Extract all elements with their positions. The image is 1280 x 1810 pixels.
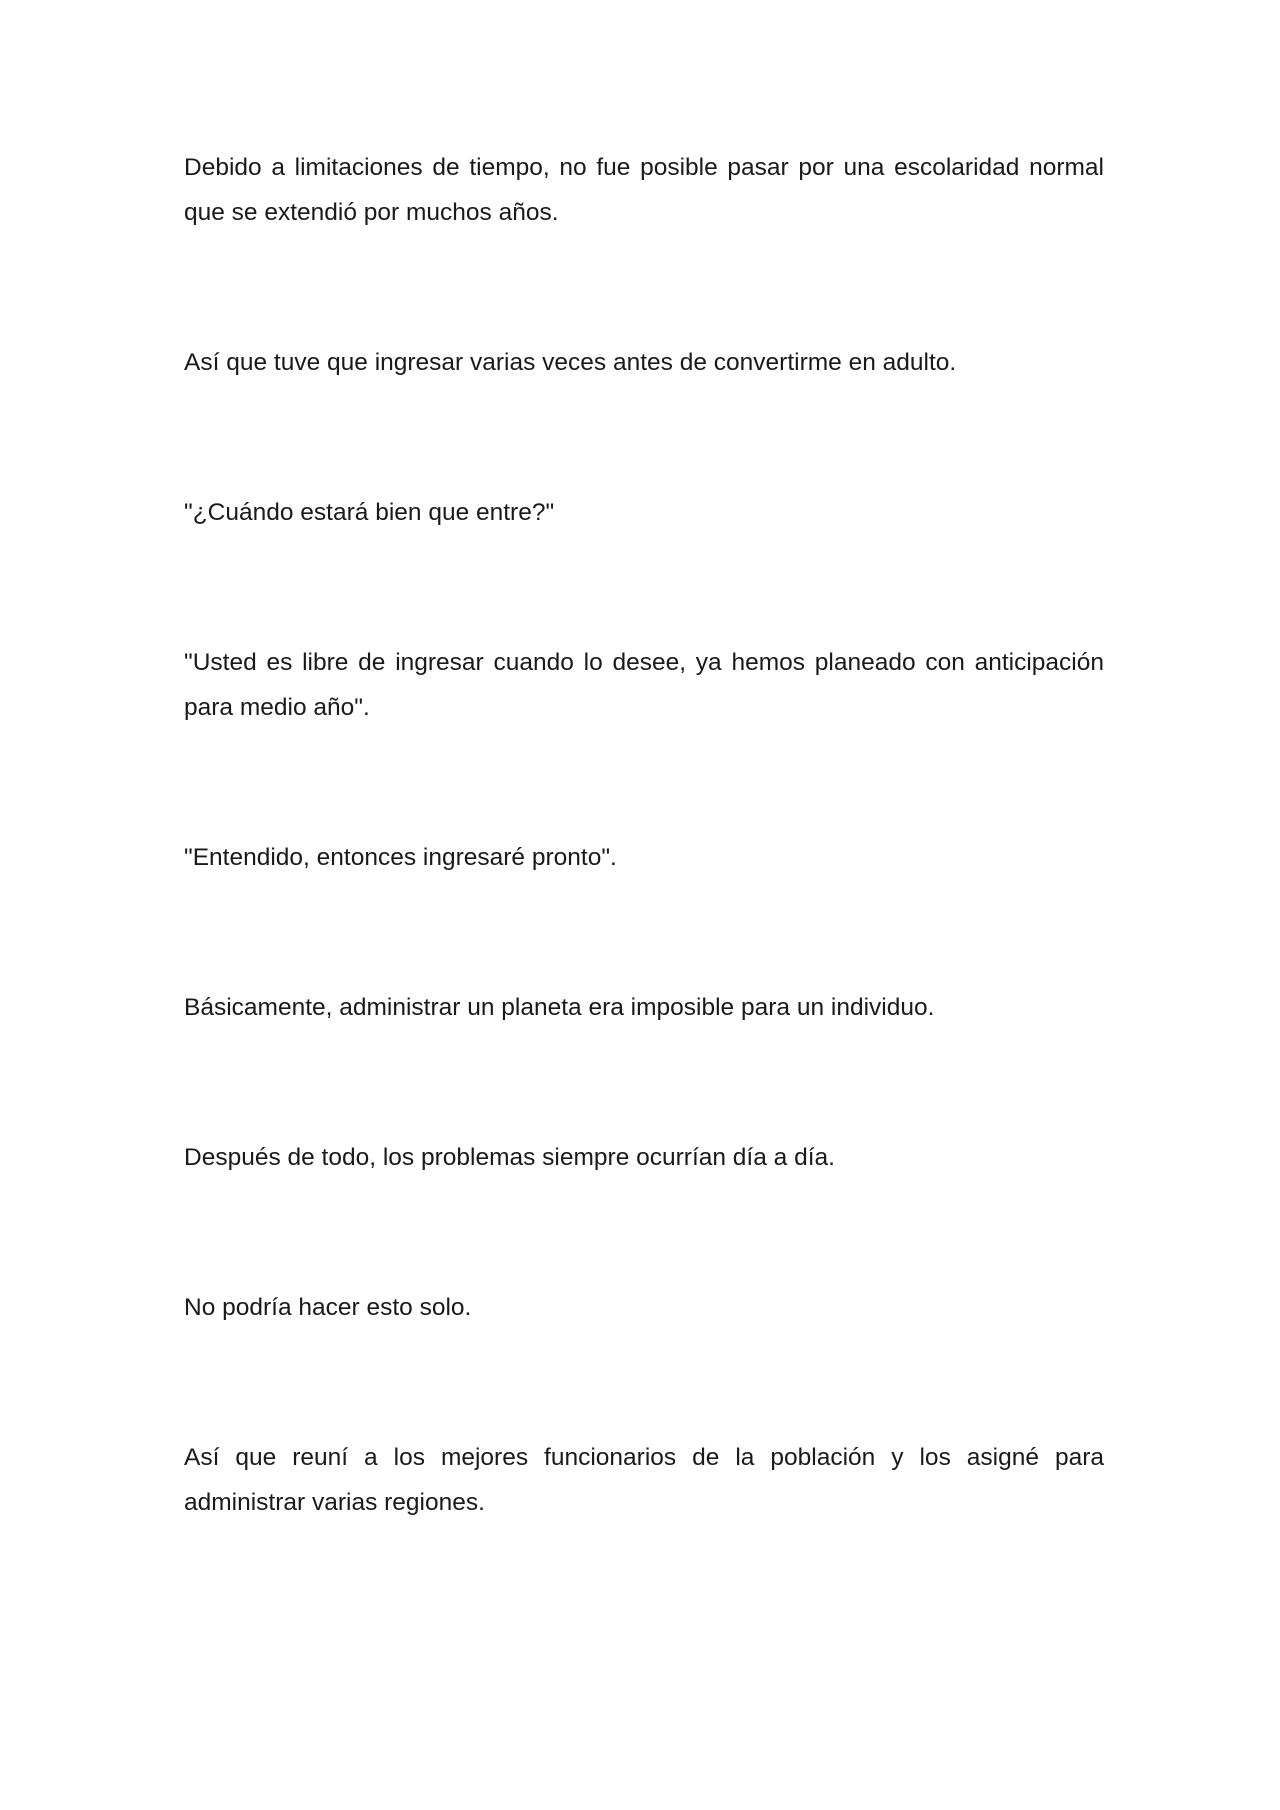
paragraph-8: No podría hacer esto solo. (184, 1294, 472, 1321)
paragraph-4: "Usted es libre de ingresar cuando lo desee, ya hemos planeado con anticipación para medio año". (184, 649, 1104, 721)
paragraph-3: "¿Cuándo estará bien que entre?" (184, 499, 555, 526)
paragraph-1: Debido a limitaciones de tiempo, no fue posible pasar por una escolaridad normal que se extendió por muchos años. (184, 154, 1104, 226)
paragraph-2: Así que tuve que ingresar varias veces antes de convertirme en adulto. (184, 349, 957, 376)
paragraph-6: Básicamente, administrar un planeta era imposible para un individuo. (184, 994, 935, 1021)
paragraph-9: Así que reuní a los mejores funcionarios de la población y los asigné para administrar varias regiones. (184, 1444, 1104, 1516)
paragraph-7: Después de todo, los problemas siempre ocurrían día a día. (184, 1144, 835, 1171)
paragraph-5: "Entendido, entonces ingresaré pronto". (184, 844, 617, 871)
